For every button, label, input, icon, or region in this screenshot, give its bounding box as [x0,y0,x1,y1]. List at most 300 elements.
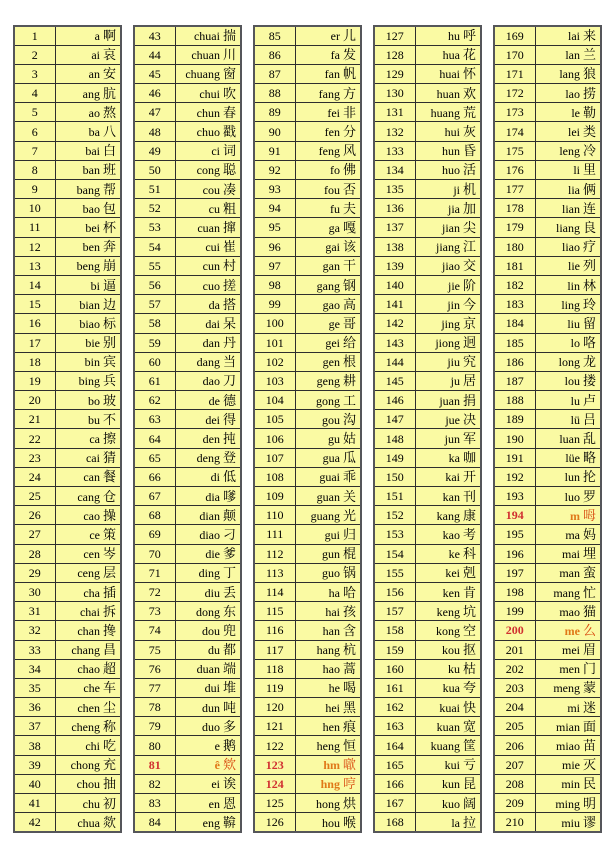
hanzi-text: 疗 [582,239,596,255]
hanzi-text: 拉 [462,814,476,830]
row-number: 170 [494,45,535,64]
table-row [14,275,121,294]
table-row [134,199,241,218]
row-number: 210 [494,813,535,832]
row-entry [535,794,601,813]
hanzi-text: 考 [462,526,476,542]
pinyin-text: fang [318,86,340,101]
hanzi-text: 坑 [462,603,476,619]
hanzi-text: 阶 [462,277,476,293]
row-entry [415,794,481,813]
hanzi-text: 车 [102,680,116,696]
pinyin-text: ha [328,585,340,600]
table-row [14,141,121,160]
row-number: 141 [374,295,415,314]
row-number: 204 [494,698,535,717]
pinyin-text: heng [316,739,340,754]
row-entry [535,448,601,467]
hanzi-text: 狼 [582,66,596,82]
pinyin-text: hao [322,662,340,677]
table-row [494,295,601,314]
pinyin-text: ke [448,547,460,562]
hanzi-text: 喝 [342,680,356,696]
row-entry [415,544,481,563]
pinyin-text: fen [324,125,340,140]
row-entry [175,582,241,601]
row-number: 185 [494,333,535,352]
row-entry [175,563,241,582]
table-row [134,429,241,448]
row-entry [175,237,241,256]
hanzi-text: 端 [222,661,236,677]
row-entry [175,659,241,678]
row-entry [175,717,241,736]
row-number: 129 [374,64,415,83]
hanzi-text: 丁 [222,565,236,581]
table-row [494,794,601,813]
row-number: 187 [494,371,535,390]
hanzi-text: 俩 [582,181,596,197]
row-number: 24 [14,467,55,486]
table-row [134,813,241,832]
pinyin-text: cuan [197,220,220,235]
hanzi-text: 军 [462,431,476,447]
pinyin-text: ang [82,86,100,101]
row-number: 53 [134,218,175,237]
table-row [14,640,121,659]
row-entry [295,621,361,640]
hanzi-text: 类 [582,124,596,140]
row-number: 140 [374,275,415,294]
row-number: 22 [14,429,55,448]
row-number: 15 [14,295,55,314]
pinyin-column-table [493,25,602,833]
pinyin-text: ai [91,48,100,63]
row-number: 51 [134,180,175,199]
table-row [374,640,481,659]
table-row [14,84,121,103]
pinyin-text: gang [316,278,340,293]
row-entry [295,275,361,294]
table-row [254,640,361,659]
table-row [374,582,481,601]
hanzi-text: 烘 [342,795,356,811]
hanzi-text: 门 [582,661,596,677]
row-number: 150 [374,467,415,486]
row-entry [55,717,121,736]
row-number: 104 [254,391,295,410]
hanzi-text: 罗 [582,488,596,504]
pinyin-text: hm [323,758,340,773]
row-entry [415,314,481,333]
table-row [14,582,121,601]
pinyin-text: lu [570,393,580,408]
row-number: 158 [374,621,415,640]
row-number: 143 [374,333,415,352]
row-number: 37 [14,717,55,736]
pinyin-text: fo [329,163,340,178]
row-entry [175,26,241,45]
pinyin-text: mei [561,643,580,658]
row-entry [55,314,121,333]
pinyin-text: ga [328,220,340,235]
hanzi-text: 刊 [462,488,476,504]
row-entry [415,582,481,601]
row-number: 84 [134,813,175,832]
pinyin-text: bao [82,201,100,216]
row-entry [175,755,241,774]
pinyin-text: hai [325,604,340,619]
hanzi-text: 擦 [102,431,116,447]
row-number: 128 [374,45,415,64]
hanzi-text: 插 [102,584,116,600]
pinyin-text: dun [201,700,220,715]
pinyin-text: chuang [185,67,220,82]
row-number: 96 [254,237,295,256]
row-number: 93 [254,180,295,199]
row-entry [295,64,361,83]
row-entry [55,45,121,64]
row-entry [55,525,121,544]
row-entry [535,429,601,448]
row-entry [535,467,601,486]
row-entry [415,659,481,678]
table-row [374,391,481,410]
row-entry [415,26,481,45]
row-entry [415,275,481,294]
row-number: 137 [374,218,415,237]
row-entry [55,391,121,410]
row-entry [415,199,481,218]
table-row [494,582,601,601]
row-number: 127 [374,26,415,45]
pinyin-text: cha [83,585,100,600]
hanzi-text: 棍 [342,546,356,562]
pinyin-text: lian [561,201,580,216]
pinyin-text: bing [78,374,100,389]
row-entry [295,544,361,563]
row-number: 163 [374,717,415,736]
table-row [374,448,481,467]
row-entry [55,429,121,448]
hanzi-text: 林 [582,277,596,293]
hanzi-text: 揣 [222,28,236,44]
pinyin-text: lan [565,48,580,63]
pinyin-text: de [208,393,220,408]
pinyin-text: chuo [196,125,220,140]
row-number: 50 [134,160,175,179]
row-entry [415,237,481,256]
pinyin-text: guang [310,508,340,523]
table-row [254,160,361,179]
pinyin-text: fu [329,201,340,216]
pinyin-text: den [202,432,220,447]
pinyin-text: kui [444,758,460,773]
table-row [14,199,121,218]
hanzi-text: 交 [462,258,476,274]
row-number: 87 [254,64,295,83]
row-entry [175,160,241,179]
table-row [494,199,601,218]
row-entry [55,160,121,179]
table-row [254,391,361,410]
table-row [134,640,241,659]
pinyin-text: hang [316,643,340,658]
pinyin-text: chuai [193,29,220,44]
hanzi-text: 抡 [582,469,596,485]
table-row [254,410,361,429]
pinyin-text: gei [325,336,340,351]
hanzi-text: 包 [102,200,116,216]
pinyin-text: gai [325,240,340,255]
table-row [134,410,241,429]
hanzi-text: 搓 [222,277,236,293]
table-row [494,141,601,160]
table-row [134,352,241,371]
hanzi-text: 连 [582,200,596,216]
row-entry [295,736,361,755]
table-row [134,621,241,640]
row-number: 79 [134,717,175,736]
row-entry [175,295,241,314]
table-row [14,333,121,352]
table-row [254,448,361,467]
table-row [134,659,241,678]
table-row [494,717,601,736]
row-entry [535,736,601,755]
hanzi-text: 宾 [102,354,116,370]
hanzi-text: 含 [342,622,356,638]
row-number: 13 [14,256,55,275]
row-number: 175 [494,141,535,160]
row-number: 62 [134,391,175,410]
table-row [14,813,121,832]
pinyin-text: fan [324,67,340,82]
pinyin-text: hu [447,29,460,44]
pinyin-text: ju [450,374,460,389]
row-number: 121 [254,717,295,736]
hanzi-text: 筐 [462,738,476,754]
pinyin-text: kuai [439,700,460,715]
row-entry [415,678,481,697]
row-number: 155 [374,563,415,582]
row-entry [175,544,241,563]
row-entry [55,794,121,813]
pinyin-text: lou [564,374,580,389]
row-entry [55,506,121,525]
hanzi-text: 拆 [102,603,116,619]
row-entry [295,813,361,832]
table-row [374,141,481,160]
row-entry [295,678,361,697]
pinyin-text: lao [565,86,580,101]
row-number: 88 [254,84,295,103]
table-row [134,525,241,544]
row-number: 138 [374,237,415,256]
pinyin-text: duan [196,662,220,677]
pinyin-text: diao [199,527,220,542]
table-row [494,180,601,199]
row-number: 173 [494,103,535,122]
table-row [374,122,481,141]
row-number: 206 [494,736,535,755]
row-number: 167 [374,794,415,813]
pinyin-text: ca [89,432,100,447]
row-entry [535,678,601,697]
row-number: 21 [14,410,55,429]
hanzi-text: 搭 [222,296,236,312]
pinyin-text: duo [201,719,220,734]
pinyin-text: kao [442,527,460,542]
row-entry [55,602,121,621]
hanzi-text: 窗 [222,66,236,82]
row-entry [175,698,241,717]
row-entry [295,487,361,506]
row-number: 192 [494,467,535,486]
pinyin-text: cen [83,547,100,562]
hanzi-text: 春 [222,104,236,120]
row-number: 72 [134,582,175,601]
table-row [134,582,241,601]
pinyin-text: liao [561,240,580,255]
pinyin-text: gua [322,451,340,466]
row-entry [55,256,121,275]
hanzi-text: 肯 [462,584,476,600]
pinyin-text: fa [330,48,340,63]
row-number: 23 [14,448,55,467]
row-number: 194 [494,506,535,525]
table-row [494,506,601,525]
table-row [14,506,121,525]
hanzi-text: 痕 [342,718,356,734]
table-row [494,103,601,122]
pinyin-text: cao [83,508,100,523]
table-row [374,64,481,83]
hanzi-text: 哀 [102,47,116,63]
row-entry [535,122,601,141]
pinyin-text: ei [211,777,220,792]
pinyin-text: jian [441,220,460,235]
row-number: 31 [14,602,55,621]
table-row [494,544,601,563]
row-entry [415,410,481,429]
row-entry [415,333,481,352]
hanzi-text: 不 [102,411,116,427]
pinyin-text: ben [82,240,100,255]
table-row [14,755,121,774]
pinyin-text: eng [202,815,220,830]
table-row [254,506,361,525]
hanzi-text: 聪 [222,162,236,178]
hanzi-text: 岑 [102,546,116,562]
row-entry [535,774,601,793]
table-row [134,391,241,410]
row-number: 19 [14,371,55,390]
row-number: 14 [14,275,55,294]
hanzi-text: 列 [582,258,596,274]
row-entry [535,640,601,659]
row-number: 95 [254,218,295,237]
table-row [254,314,361,333]
table-row [14,160,121,179]
hanzi-text: 兵 [102,373,116,389]
hanzi-text: 尘 [102,699,116,715]
row-entry [55,237,121,256]
row-number: 33 [14,640,55,659]
row-entry [535,506,601,525]
hanzi-text: 根 [342,354,356,370]
row-entry [55,410,121,429]
row-entry [55,544,121,563]
table-row [14,237,121,256]
hanzi-text: 鞥 [222,814,236,830]
row-number: 61 [134,371,175,390]
hanzi-text: 发 [342,47,356,63]
table-row [14,295,121,314]
table-row [134,371,241,390]
row-number: 145 [374,371,415,390]
pinyin-text: dao [202,374,220,389]
row-entry [535,180,601,199]
table-row [494,678,601,697]
pinyin-text: er [330,29,340,44]
row-entry [415,84,481,103]
row-number: 83 [134,794,175,813]
pinyin-text: gan [322,259,340,274]
pinyin-text: kong [435,623,460,638]
pinyin-text: chuan [191,48,220,63]
row-number: 134 [374,160,415,179]
row-entry [295,640,361,659]
row-entry [55,678,121,697]
row-number: 132 [374,122,415,141]
table-row [254,582,361,601]
table-row [254,45,361,64]
hanzi-text: 活 [462,162,476,178]
row-entry [55,180,121,199]
row-entry [175,122,241,141]
row-number: 7 [14,141,55,160]
row-number: 3 [14,64,55,83]
table-row [374,755,481,774]
row-entry [55,295,121,314]
row-number: 71 [134,563,175,582]
pinyin-text: ding [198,566,220,581]
row-number: 30 [14,582,55,601]
pinyin-text: m [569,508,580,523]
hanzi-text: 吹 [222,85,236,101]
row-entry [535,544,601,563]
pinyin-text: la [451,815,460,830]
pinyin-text: die [205,547,220,562]
pinyin-text: gui [324,527,340,542]
row-entry [55,563,121,582]
row-entry [415,467,481,486]
row-entry [175,84,241,103]
table-row [374,45,481,64]
pinyin-column-table [373,25,482,833]
hanzi-text: 究 [462,354,476,370]
hanzi-text: 孩 [342,603,356,619]
row-entry [415,563,481,582]
row-number: 166 [374,774,415,793]
pinyin-text: jia [447,201,460,216]
table-row [14,563,121,582]
row-entry [535,295,601,314]
table-row [494,467,601,486]
row-entry [55,621,121,640]
hanzi-text: 冷 [582,143,596,159]
